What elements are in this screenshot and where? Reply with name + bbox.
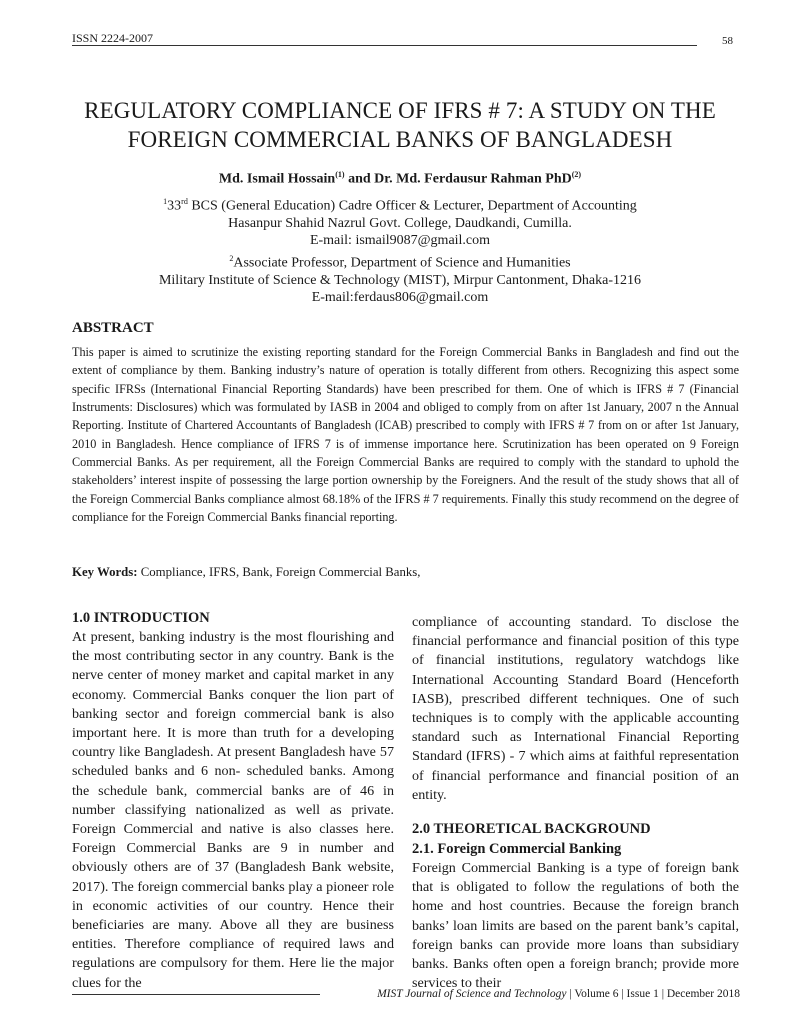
journal-details: | Volume 6 | Issue 1 | December 2018 [566, 988, 740, 1000]
affiliation-2-email: E-mail:ferdaus806@gmail.com [311, 290, 489, 306]
page-number: 58 [722, 35, 733, 47]
author-joiner: and [344, 171, 375, 187]
paper-title [60, 96, 740, 154]
author-2-name: Dr. Md. Ferdausur Rahman PhD [374, 171, 572, 187]
affiliation-1-role: BCS (General Education) Cadre Officer & Lecturer, Department of Accounting [187, 198, 637, 214]
title-line-2: FOREIGN COMMERCIAL BANKS OF BANGLADESH [127, 127, 673, 152]
section-gap [412, 805, 739, 819]
background-paragraph: Foreign Commercial Banking is a type of foreign bank that is obligated to follow the regulations of both the home and host countries. Because the foreign branch banks’ loan limits are based on the parent bank’s capital, foreign banks can provide more loans than subsidiary banks. Banks often open a foreign branch; provide more services to their [412, 860, 739, 992]
abstract-text: This paper is aimed to scrutinize the existing reporting standard for the Foreign Commercial Banks in Bangladesh and find out the extent of compliance by them. Banking industry’s nature of operation is totally different from others. Recognizing this aspect some specific IFRSs (International Financial Reporting Standards) have been prescribed for them. One of which is IFRS # 7 (Financial Instruments: Disclosures) which was formulated by IASB in 2004 and obliged to comply from on after 1st January, 2007 n the Annual Reporting. Institute of Chartered Accountants of Bangladesh (ICAB) prescribed to comply with IFRS # 7 from on or after 1st January, 2010 in Bangladesh. Hence compliance of IFRS 7 is of immense importance here. Scrutinization has been operated on 9 Foreign Commercial Banks. As per requirement, all the Foreign Commercial Banks are required to comply with the standard to uphold the stakeholders’ interest inspite of possessing the large portion ownership by the Foreigners. And the result of the study shows that all of the Foreign Commercial Banks compliance almost 68.18% of the IFRS # 7 requirements. Finally this study recommend on the degree of compliance for the Foreign Commercial Banks financial reporting. [72, 345, 739, 525]
author-2-marker: (2) [571, 170, 582, 179]
abstract-heading: ABSTRACT [72, 320, 154, 336]
author-1-name: Md. Ismail Hossain [218, 171, 336, 187]
affiliation-1-line-1 [60, 193, 740, 215]
author-1-marker: (1) [335, 170, 345, 179]
affiliation-2-line-1 [60, 250, 740, 272]
affiliations [60, 193, 740, 307]
title-line-1: REGULATORY COMPLIANCE OF IFRS # 7: A STUDY ON THE [84, 98, 716, 123]
background-heading: 2.0 THEORETICAL BACKGROUND [412, 821, 651, 838]
right-column [412, 613, 739, 993]
affiliation-2-line-2: Military Institute of Science & Technology (MIST), Mirpur Cantonment, Dhaka-1216 [158, 272, 642, 288]
introduction-heading: 1.0 INTRODUCTION [72, 610, 210, 626]
affiliation-2-marker: 2 [229, 253, 234, 263]
affiliation-1-line-2: Hasanpur Shahid Nazrul Govt. College, Daudkandi, Cumilla. [228, 216, 572, 232]
footer-rule [72, 994, 320, 995]
affiliation-2-role: Associate Professor, Department of Science and Humanities [233, 255, 571, 271]
keywords-text: Compliance, IFRS, Bank, Foreign Commercial Banks, [137, 565, 421, 579]
introduction-paragraph: At present, banking industry is the most flourishing and the most contributing sector in any country. Bank is the nerve center of money market and capital market in any economy. Commercial Banks conquer the lion part of banking sector and foreign commercial bank is also important here. It is more than truth for a developing country like Bangladesh. At present Bangladesh have 57 scheduled banks and 6 non- scheduled banks. Among the schedule bank, commercial banks are of 46 in number classifying nationalized as well as private. Foreign Commercial and native is also classes here. Foreign Commercial Banks are 9 in number and obviously others are of 37 (Bangladesh Bank website, 2017). The foreign commercial banks play a pioneer role in economic activities of our country. Hence their beneficiaries are many. Above all they are business entities. Therefore compliance of required laws and regulations are compulsory for them. Here lie the major clues for the [72, 629, 394, 991]
affiliation-1-number: 33 [167, 198, 182, 214]
background-subheading: 2.1. Foreign Commercial Banking [412, 841, 622, 858]
affiliation-1-ordinal: rd [181, 197, 188, 206]
keywords [72, 565, 739, 580]
affiliation-1-marker: 1 [163, 197, 168, 206]
header-rule [72, 45, 697, 46]
issn-header: ISSN 2224-2007 [72, 31, 154, 45]
left-column [72, 608, 394, 993]
introduction-continued: compliance of accounting standard. To disclose the financial performance and financial position of this type of financial institutions, regulatory watchdogs like International Accounting Standard Board (Henceforth IASB), prescribed different techniques. One of such techniques is to comply with the applicable accounting standard such as International Financial Reporting Standard (IFRS) - 7 which aims at faithful representation of financial performance and financial position of an entity. [412, 614, 739, 803]
affiliation-1-email: E-mail: ismail9087@gmail.com [309, 233, 491, 249]
journal-name: MIST Journal of Science and Technology [377, 988, 567, 1000]
footer [322, 988, 740, 1000]
keywords-label: Key Words: [72, 565, 138, 579]
author-line [60, 170, 740, 188]
